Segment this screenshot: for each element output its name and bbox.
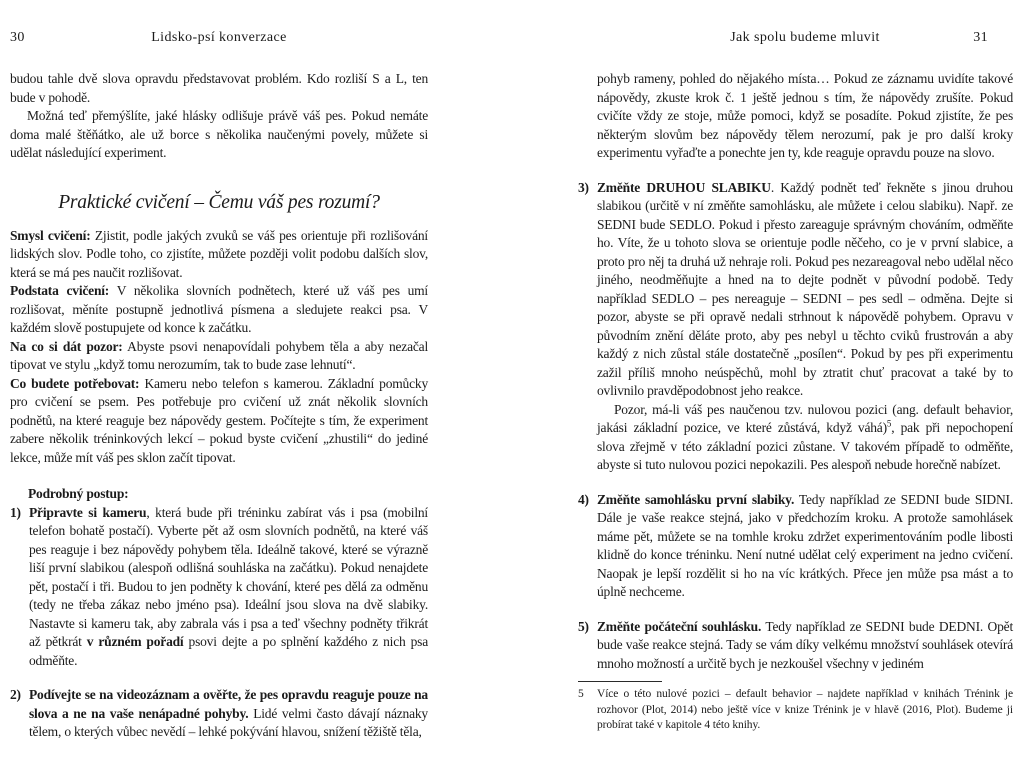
running-title-left: Lidsko-psí konverzace bbox=[151, 30, 287, 45]
running-head-right bbox=[597, 30, 1013, 48]
step-item-5 bbox=[578, 618, 1013, 674]
step-text-3 bbox=[597, 179, 1013, 475]
step-text-2 bbox=[29, 686, 428, 742]
page-left-body bbox=[10, 70, 428, 742]
info-label-caution: Na co si dát pozor: bbox=[10, 338, 123, 354]
step-text-4 bbox=[597, 491, 1013, 602]
page-right bbox=[578, 0, 1014, 768]
step-item-4 bbox=[578, 491, 1013, 602]
footnote-line bbox=[578, 687, 1013, 734]
step-1-lead: Připravte si kameru bbox=[29, 504, 147, 520]
step-3-lead: Změňte DRUHOU SLABIKU bbox=[597, 179, 771, 195]
footnote bbox=[578, 681, 1013, 734]
info-label-needs: Co budete potřebovat: bbox=[10, 375, 140, 391]
section-heading: Praktické cvičení – Čemu váš pes rozumí? bbox=[58, 191, 380, 213]
step-1-body-end: psovi dejte a po splnění každého z nich psa odměňte. bbox=[29, 634, 429, 668]
steps-heading: Podrobný postup: bbox=[28, 486, 129, 501]
step-3-body: . Každý podnět teď řekněte s jinou druhou slabikou (určitě v ní změňte samohlásku, ale můžete i celou slabiku). Např. ze SEDNI bude SEDLO. Pokud i přesto zareaguje správným chováním, odměňte ho. Víte, že u tohoto slova se orientuje podle něčeho, co je v první slabice, a proto pro něj ta druhá už nehraje roli. Pokud pes nezareagoval nebo udělal něco jiného, neodměňujte a hned na to dejte podnět v původní podobě. Tedy například SEDLO – pes nereaguje – SEDNI – pes sedl – odměna. Dejte si pozor, abyste se při opravě nedali strhnout k nápovědě pohybem. Opravu v původním znění děláte proto, aby pes nebyl u těchto cviků frustrován a aby každý z nich zůstal stále dostatečně „posílen“. Pokud by pes při experimentu zažil příliš mnoho neúspěchů, mohl by ztratit chuť pracovat a také by to ovlivnilo pravděpodobnost jeho reakce. bbox=[597, 179, 1013, 398]
step-1-emphasis: v různém pořadí bbox=[86, 634, 184, 649]
step-item-2 bbox=[10, 686, 428, 742]
step-3-paragraph-2 bbox=[597, 401, 1013, 475]
info-text-needs: Kameru nebo telefon s kamerou. Základní pomůcky pro cvičení se psem. Pes potřebuje pro cvičení už znát několik slovních podnětů, na které reaguje bez nápovědy gestem. Počítejte s tím, že experiment zabere několik tréninkových lekcí – pokud byste cvičení „zhustili“ do jediné lekce, může mít váš pes sklon začít tipovat. bbox=[10, 375, 429, 465]
step-number-2: 2) bbox=[10, 687, 21, 702]
info-text-essence: V několika slovních podnětech, které už váš pes umí rozlišovat, měníte postupně jednotlivá písmena a sledujete reakci psa. V každém slově postupujete od konce k začátku. bbox=[10, 283, 428, 335]
step-3-note-end: , pak při nepochopení slova zřejmě v této základní pozici zůstane. V takovém případě to odměňte, abyste si tuto nulovou pozici nepokazili. Pes alespoň nebude horečně nabízet. bbox=[597, 420, 1014, 472]
running-title-right: Jak spolu budeme mluvit bbox=[730, 30, 880, 45]
step-2-lead: Podívejte se na videozáznam a ověřte, že pes opravdu reaguje pouze na slova a ne na vaše nenápadné pohyby. bbox=[29, 687, 428, 721]
step-number-5: 5) bbox=[578, 618, 589, 634]
step-2-body: Lidé velmi často dávají náznaky tělem, o kterých vůbec nevědí – lehké pokývání hlavou, snížení těžiště těla, bbox=[29, 705, 428, 739]
footnote-text: Více o této nulové pozici – default behavior – najdete například v knihách Trénink je rozhovor (Plot, 2014) nebo ještě více v knize Trénink je v hlavě (2016, Plot). Budeme ji probírat také v kapitole 4 této knihy. bbox=[597, 688, 1013, 731]
footnote-rule bbox=[578, 681, 662, 682]
step-text-1 bbox=[29, 504, 428, 671]
info-para-needs bbox=[10, 375, 428, 468]
step-5-body: Tedy například ze SEDNI bude DEDNI. Opět bude vaše reakce stejná. Tady se vám díky velkému množství souhlásek otevírá mnoho možností a určitě bych je nezkoušel všechny v jediném bbox=[597, 618, 1013, 671]
info-text-purpose: Zjistit, podle jakých zvuků se váš pes orientuje při rozlišování lidských slov. Podle toho, co zjistíte, můžete později volit podobu dalších slov, která se má pes naučit rozlišovat. bbox=[10, 227, 428, 280]
step-2-continuation: pohyb rameny, pohled do nějakého místa… Pokud ze záznamu uvidíte takové nápovědy, zkuste krok č. 1 ještě jednou s tím, že nápovědy zrušíte. Pokud cvičíte vždy ze stoje, může pomoci, když se posadíte. Pokud zjistíte, že pes některým slovům bez nápovědy tělem nerozumí, pak je pro další kroky experimentu vyřaďte a ponechte jen ty, kde reaguje opravdu pouze na slovo. bbox=[597, 71, 1013, 160]
info-label-essence: Podstata cvičení: bbox=[10, 283, 110, 298]
step-number-3: 3) bbox=[578, 179, 589, 195]
step-1-body: , která bude při tréninku zabírat vás i psa (mobilní telefon bohatě postačí). Vyberte pět až osm slovních podnětů, na které váš pes reaguje i bez nápovědy pohybem těla. Ideálně takové, které se výrazně liší první slabikou (alespoň odlišná souhláska na začátku). Pokud nenajdete pět, postačí i tři. Budou to jen podněty k chování, které pes dělá za odměnu (tedy ne třeba zákaz nebo jméno psa). Ideální jsou slova na dvě slabiky. Nastavte si kameru tak, aby zabrala vás i psa a teď všechny podněty třikrát až pětkrát bbox=[29, 504, 428, 649]
step-3-note: Pozor, má-li váš pes naučenou tzv. nulovou pozici (ang. default behavior, jakási základní pozice, ve které zůstává, když váhá) bbox=[597, 401, 1013, 435]
step-item-3 bbox=[578, 179, 1013, 475]
info-label-purpose: Smysl cvičení: bbox=[10, 227, 91, 243]
step-5-lead: Změňte počáteční souhlásku. bbox=[597, 618, 762, 634]
step-number-4: 4) bbox=[578, 491, 589, 507]
info-para-caution bbox=[10, 338, 428, 375]
intro-paragraph-1: budou tahle dvě slova opravdu představovat problém. Kdo rozliší S a L, ten bude v pohodě. bbox=[10, 71, 428, 105]
intro-paragraph-2: Možná teď přemýšlíte, jaké hlásky odlišuje právě váš pes. Pokud nemáte doma malé štěňátko, ale už borce s několika naučenými povely, můžete si udělat následující experiment. bbox=[10, 108, 428, 160]
step-item-1 bbox=[10, 504, 428, 671]
page-right-body bbox=[578, 70, 1014, 673]
step-text-5 bbox=[597, 618, 1013, 674]
page-left bbox=[10, 0, 428, 768]
footnote-reference-5: 5 bbox=[886, 418, 892, 429]
step-3-paragraph-1 bbox=[597, 179, 1013, 401]
info-text-caution: Abyste psovi nenapovídali pohybem těla a aby nezačal tipovat ve stylu „když tomu nerozumím, tak to bude zase lehnutí“. bbox=[10, 338, 428, 372]
footnote-number: 5 bbox=[578, 688, 584, 700]
page-number-right: 31 bbox=[973, 30, 988, 45]
step-4-body: Tedy například ze SEDNI bude SIDNI. Dále je vaše reakce stejná, jako v předchozím kroku. A protože samohlásek máme pět, můžete se na tomhle kroku zdržet experimentováním podle libosti klidně do konce tréninku. Není nutné udělat celý experiment na jedno cvičení. Naopak je lepší rozdělit si ho na víc krátkých. Přece jen může psa mást a to úplně nechceme. bbox=[597, 491, 1013, 599]
step-number-1: 1) bbox=[10, 504, 21, 520]
info-para-purpose bbox=[10, 227, 428, 283]
running-head-left bbox=[10, 30, 428, 48]
info-para-essence bbox=[10, 282, 428, 338]
step-4-lead: Změňte samohlásku první slabiky. bbox=[597, 491, 795, 507]
page-number-left: 30 bbox=[10, 30, 25, 45]
